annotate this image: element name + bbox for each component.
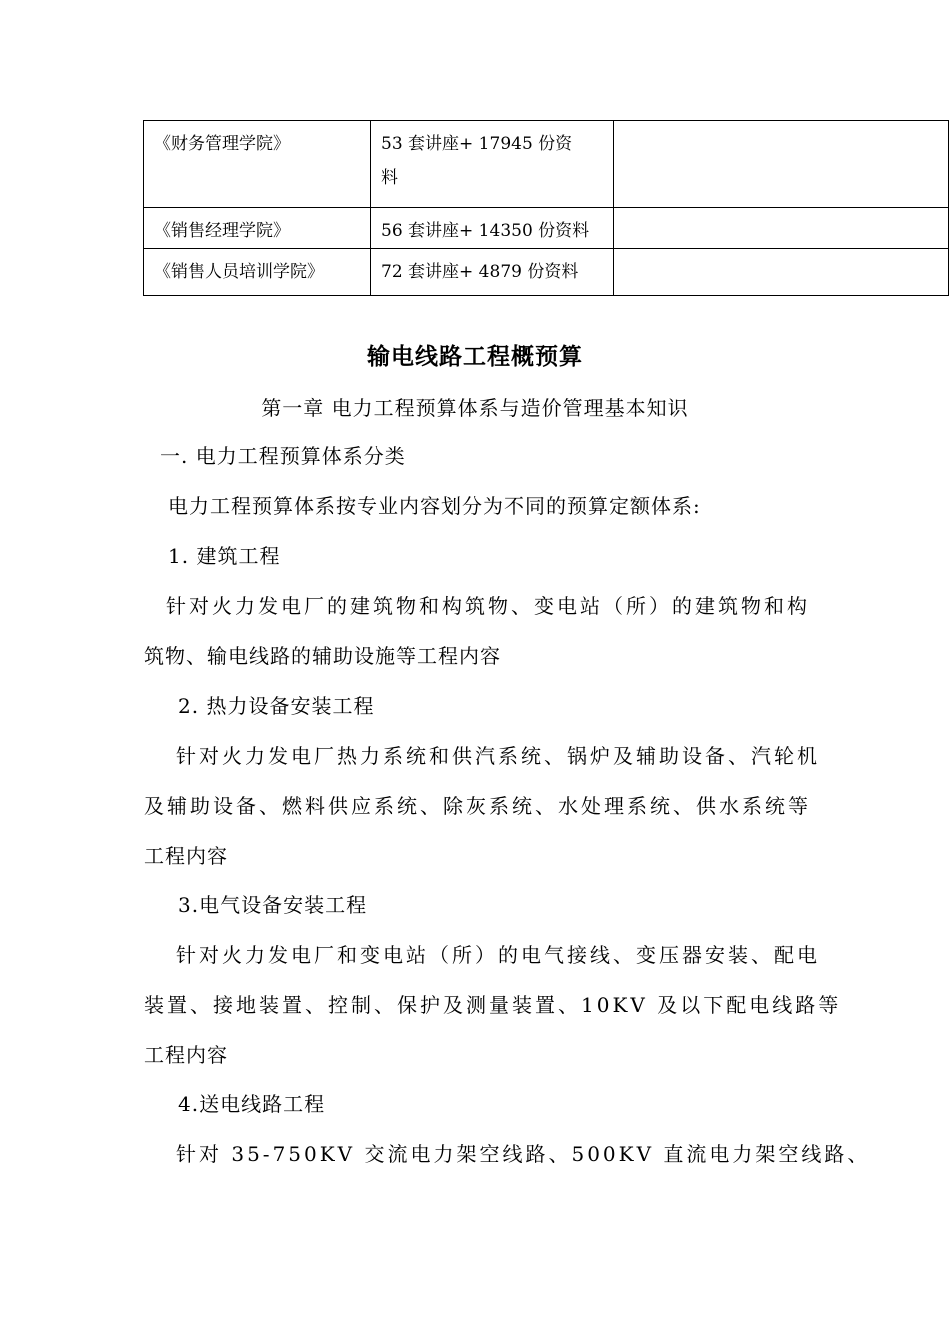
table-cell-note <box>614 249 949 296</box>
intro-paragraph: 电力工程预算体系按专业内容划分为不同的预算定额体系: <box>168 494 701 518</box>
item-heading: 3.电气设备安装工程 <box>178 893 368 917</box>
item-heading: 4.送电线路工程 <box>178 1092 326 1116</box>
item-heading: 2. 热力设备安装工程 <box>178 694 375 718</box>
table-cell-note <box>614 121 949 208</box>
document-title: 输电线路工程概预算 <box>367 344 583 370</box>
paragraph-line: 工程内容 <box>144 844 228 868</box>
paragraph-line: 针对 35-750KV 交流电力架空线路、500KV 直流电力架空线路、 <box>176 1142 871 1166</box>
item-heading: 1. 建筑工程 <box>168 544 281 568</box>
table-cell-name: 《销售经理学院》 <box>144 208 371 249</box>
catalog-table <box>143 120 949 296</box>
table-cell-name: 《销售人员培训学院》 <box>144 249 371 296</box>
table-cell-content: 72 套讲座+ 4879 份资料 <box>371 249 614 296</box>
section-heading: 一. 电力工程预算体系分类 <box>160 444 406 468</box>
paragraph-line: 针对火力发电厂热力系统和供汽系统、锅炉及辅助设备、汽轮机 <box>176 744 820 768</box>
content-line: 53 套讲座+ 17945 份资 <box>381 134 573 154</box>
paragraph-line: 筑物、输电线路的辅助设施等工程内容 <box>144 644 501 668</box>
content-line: 料 <box>381 168 398 188</box>
table-row <box>144 121 949 208</box>
paragraph-line: 及辅助设备、燃料供应系统、除灰系统、水处理系统、供水系统等 <box>144 794 811 818</box>
table-cell-content <box>371 121 614 208</box>
paragraph-line: 针对火力发电厂的建筑物和构筑物、变电站（所）的建筑物和构 <box>166 594 810 618</box>
table-row <box>144 208 949 249</box>
paragraph-line: 工程内容 <box>144 1043 228 1067</box>
table-row <box>144 249 949 296</box>
chapter-heading: 第一章 电力工程预算体系与造价管理基本知识 <box>261 396 689 420</box>
paragraph-line: 装置、接地装置、控制、保护及测量装置、10KV 及以下配电线路等 <box>144 993 842 1017</box>
table-cell-name: 《财务管理学院》 <box>144 121 371 208</box>
table-cell-content: 56 套讲座+ 14350 份资料 <box>371 208 614 249</box>
paragraph-line: 针对火力发电厂和变电站（所）的电气接线、变压器安装、配电 <box>176 943 820 967</box>
table-cell-note <box>614 208 949 249</box>
